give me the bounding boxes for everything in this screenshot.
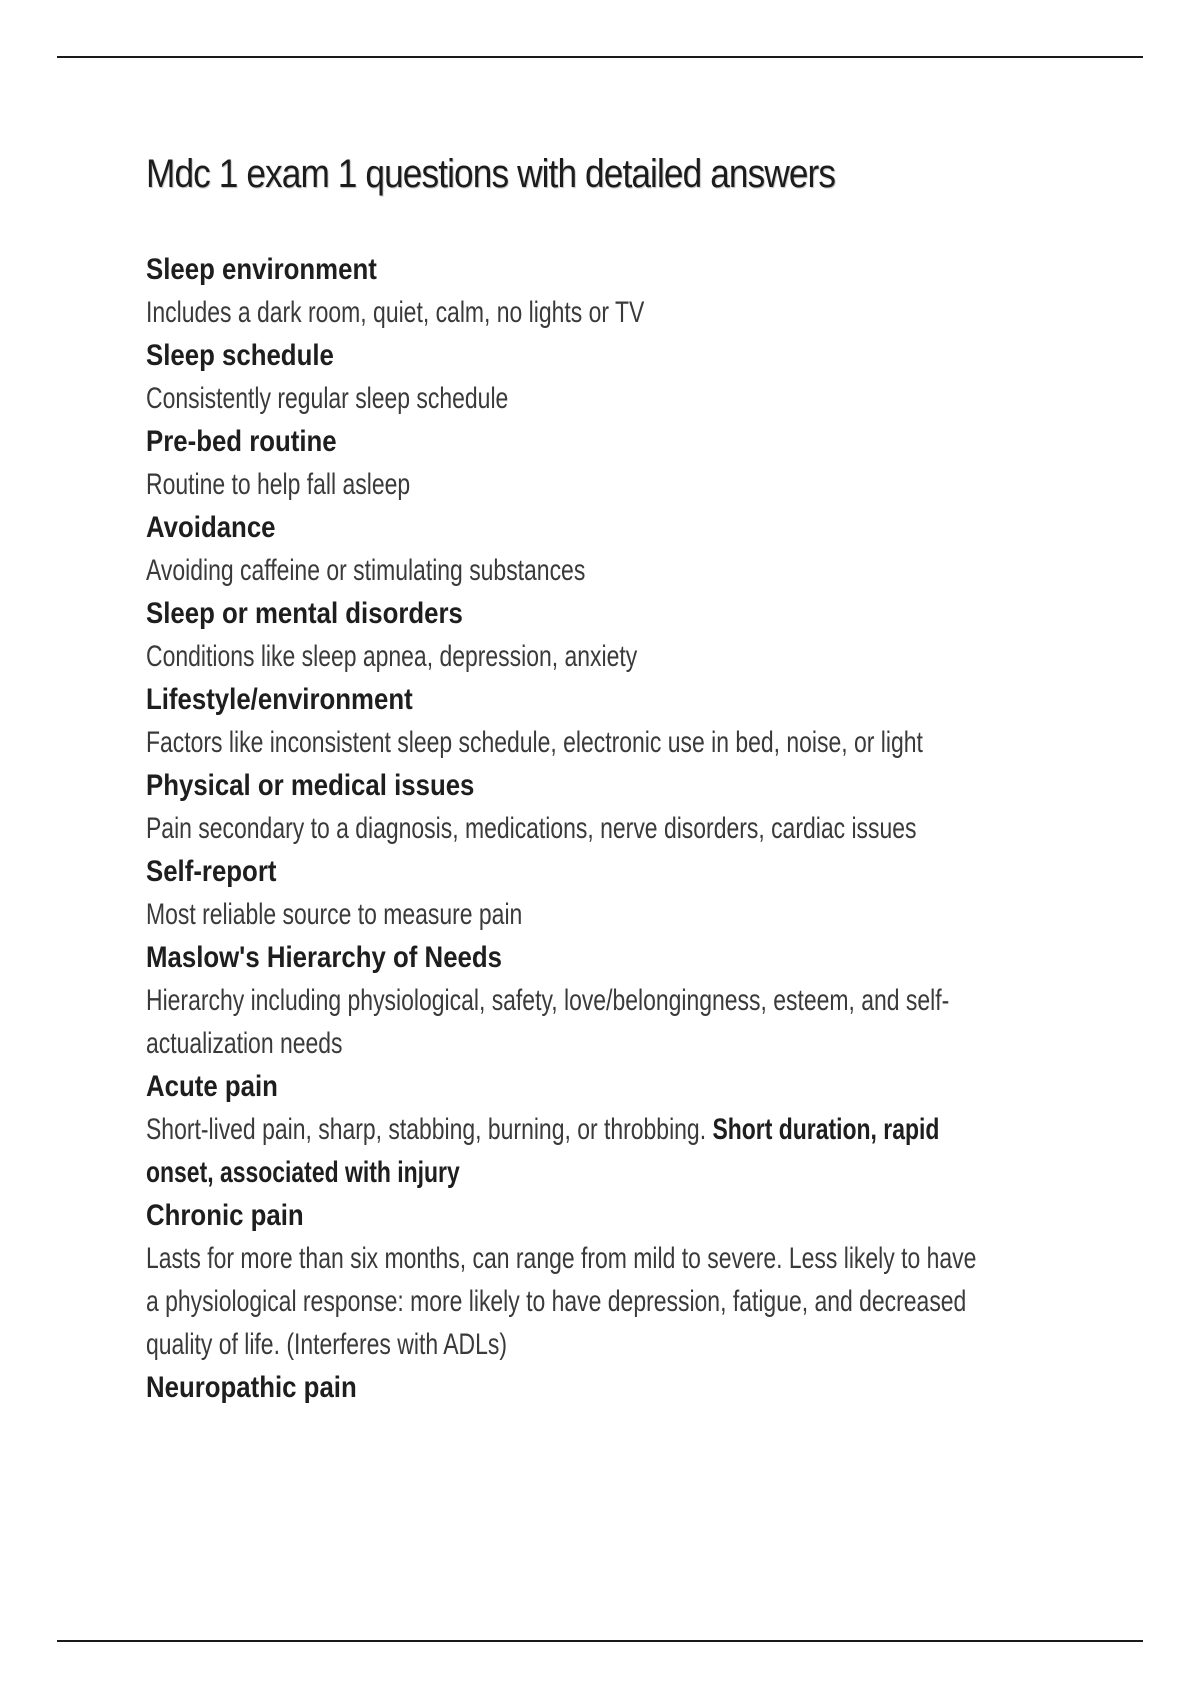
entry-avoidance [146,506,1106,592]
document-body [146,150,1106,1409]
top-rule [57,56,1143,58]
entry-self-report [146,850,1106,936]
definition: Conditions like sleep apnea, depression, anxiety [146,640,638,673]
term: Sleep schedule [146,339,334,372]
term: Avoidance [146,511,276,544]
definition-emphasis: Short duration, rapid onset, associated with injury [146,1113,940,1189]
definition: Includes a dark room, quiet, calm, no lights or TV [146,296,645,329]
term: Self-report [146,855,277,888]
definition: Factors like inconsistent sleep schedule, electronic use in bed, noise, or light [146,726,923,759]
entry-chronic-pain [146,1194,1106,1366]
entry-maslow-hierarchy [146,936,1106,1065]
entry-sleep-mental-disorders [146,592,1106,678]
term: Sleep or mental disorders [146,597,463,630]
entry-sleep-environment [146,248,1106,334]
entry-physical-medical-issues [146,764,1106,850]
definition: Avoiding caffeine or stimulating substances [146,554,586,587]
entry-sleep-schedule [146,334,1106,420]
definition-text: Short-lived pain, sharp, stabbing, burning, or throbbing. [146,1113,707,1146]
term: Chronic pain [146,1199,304,1232]
definition [146,1108,1106,1194]
definition: Lasts for more than six months, can range from mild to severe. Less likely to have a physiological response: more likely to have depression, fatigue, and decreased quality of life. (Interferes with ADLs) [146,1242,977,1361]
document-title: Mdc 1 exam 1 questions with detailed answers [146,152,836,196]
term: Sleep environment [146,253,377,286]
definition: Consistently regular sleep schedule [146,382,509,415]
term: Physical or medical issues [146,769,475,802]
term: Neuropathic pain [146,1371,357,1404]
definition: Routine to help fall asleep [146,468,411,501]
term: Acute pain [146,1070,278,1103]
entry-lifestyle-environment [146,678,1106,764]
bottom-rule [57,1640,1143,1642]
entry-pre-bed-routine [146,420,1106,506]
definition: Most reliable source to measure pain [146,898,523,931]
definition: Pain secondary to a diagnosis, medications, nerve disorders, cardiac issues [146,812,917,845]
definition: Hierarchy including physiological, safety, love/belongingness, esteem, and self-actualization needs [146,984,950,1060]
term: Pre-bed routine [146,425,337,458]
term: Lifestyle/environment [146,683,413,716]
entry-neuropathic-pain [146,1366,1106,1409]
term: Maslow's Hierarchy of Needs [146,941,502,974]
entry-acute-pain [146,1065,1106,1194]
